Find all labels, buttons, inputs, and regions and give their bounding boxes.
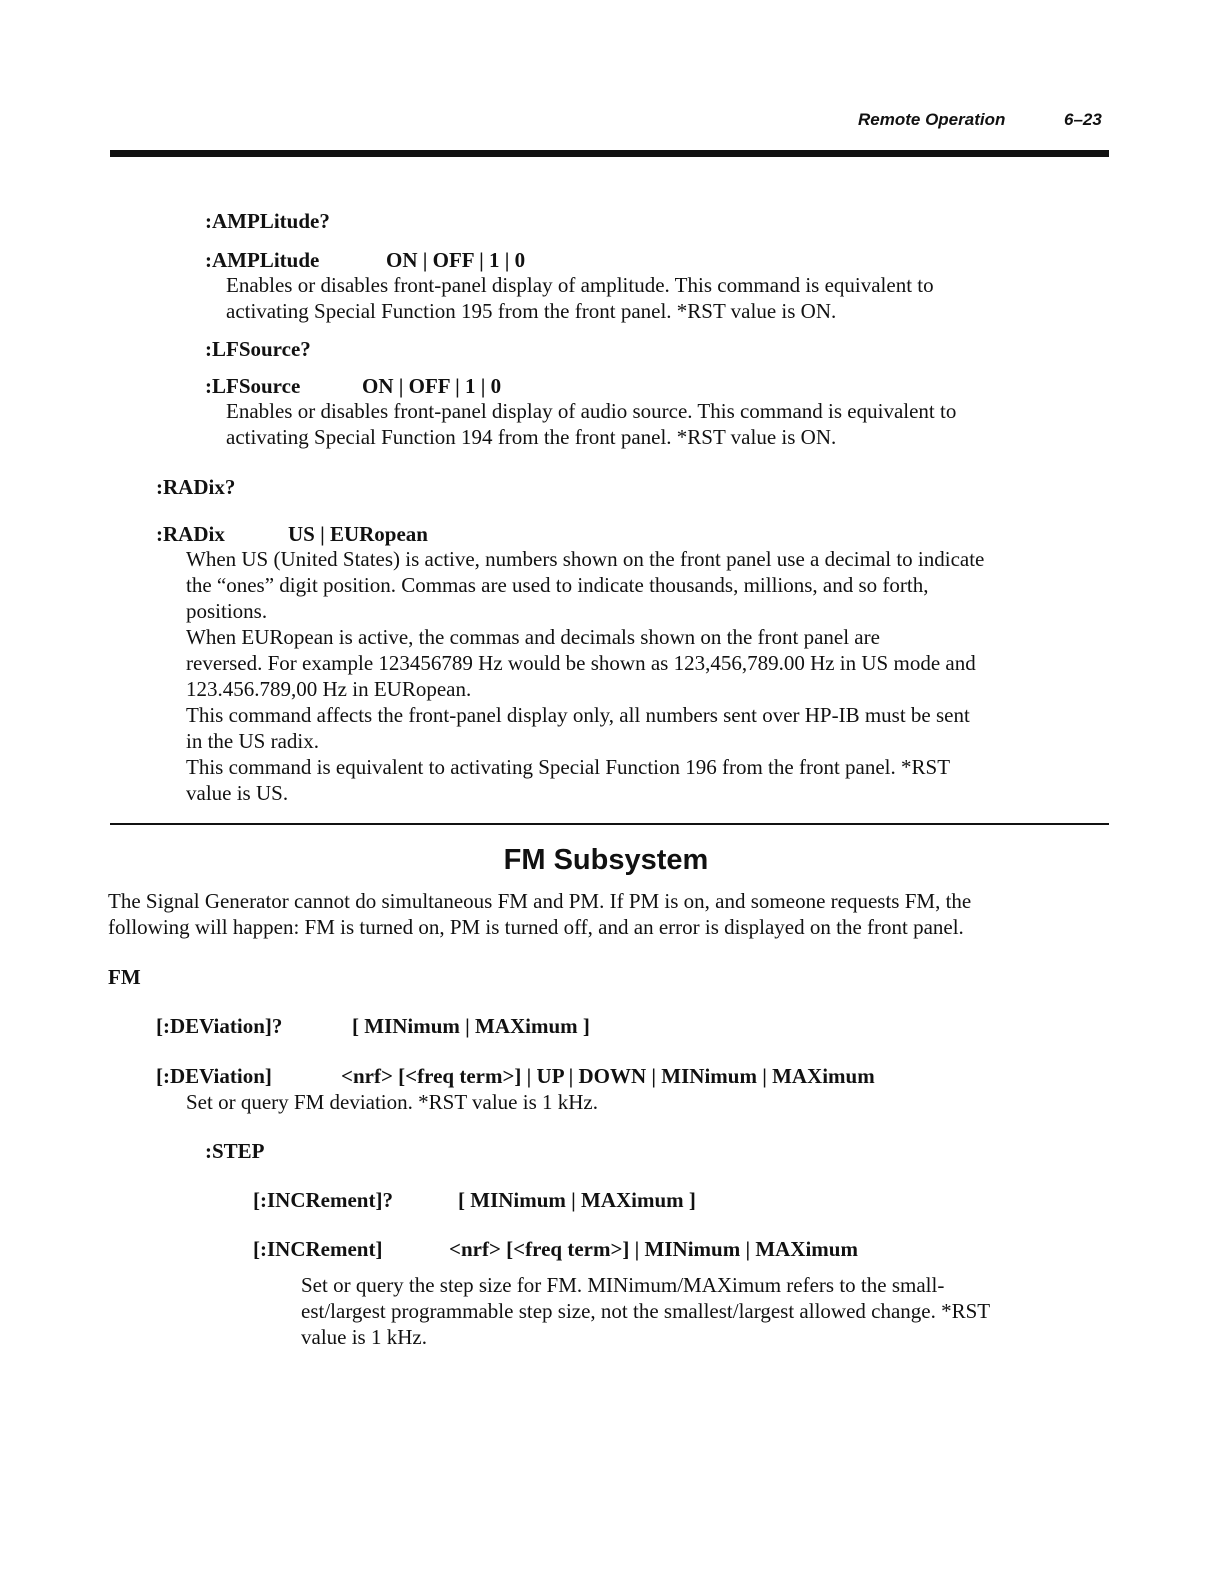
fm-intro-line: The Signal Generator cannot do simultaneous FM and PM. If PM is on, and someone requests FM, the: [108, 889, 972, 913]
header-rule: [110, 150, 1109, 157]
radix-paragraph-line: This command affects the front-panel display only, all numbers sent over HP-IB must be sent: [186, 703, 970, 727]
radix-description: [186, 546, 1108, 806]
lfsource-description-line: Enables or disables front-panel display of audio source. This command is equivalent to: [226, 399, 957, 423]
radix-paragraph-line: reversed. For example 123456789 Hz would be shown as 123,456,789.00 Hz in US mode and: [186, 651, 976, 675]
running-header-section: Remote Operation: [858, 110, 1006, 129]
fm-intro-line: following will happen: FM is turned on, PM is turned off, and an error is displayed on the front panel.: [108, 915, 964, 939]
deviation-query-command: [:DEViation]?: [156, 1014, 283, 1038]
radix-query-command: :RADix?: [156, 475, 236, 499]
radix-paragraph-line: positions.: [186, 599, 268, 623]
deviation-query-parameters: [ MINimum | MAXimum ]: [352, 1014, 590, 1038]
fm-intro-paragraph: [108, 888, 1109, 940]
fm-root-command: FM: [108, 965, 141, 989]
amplitude-description-line: Enables or disables front-panel display of amplitude. This command is equivalent to: [226, 273, 934, 297]
radix-command: :RADix: [156, 522, 225, 546]
amplitude-description-line: activating Special Function 195 from the front panel. *RST value is ON.: [226, 299, 837, 323]
lfsource-description: [226, 398, 1108, 450]
increment-command: [:INCRement]: [253, 1237, 383, 1261]
radix-paragraph-line: the “ones” digit position. Commas are used to indicate thousands, millions, and so forth,: [186, 573, 929, 597]
deviation-description: Set or query FM deviation. *RST value is 1 kHz.: [186, 1090, 598, 1114]
lfsource-parameters: ON | OFF | 1 | 0: [362, 374, 502, 398]
radix-paragraph-line: in the US radix.: [186, 729, 319, 753]
lfsource-command: :LFSource: [205, 374, 301, 398]
page-number: 6–23: [1064, 110, 1102, 129]
deviation-parameters: <nrf> [<freq term>] | UP | DOWN | MINimum | MAXimum: [341, 1064, 875, 1088]
radix-paragraph-line: This command is equivalent to activating Special Function 196 from the front panel. *RST: [186, 755, 951, 779]
lfsource-query-command: :LFSource?: [205, 337, 311, 361]
section-title: FM Subsystem: [503, 844, 709, 876]
increment-description-line: Set or query the step size for FM. MINimum/MAXimum refers to the small-: [301, 1273, 945, 1297]
deviation-command: [:DEViation]: [156, 1064, 272, 1088]
lfsource-description-line: activating Special Function 194 from the front panel. *RST value is ON.: [226, 425, 837, 449]
section-divider: [110, 823, 1109, 825]
increment-description-line: est/largest programmable step size, not the smallest/largest allowed change. *RST: [301, 1299, 991, 1323]
amplitude-parameters: ON | OFF | 1 | 0: [386, 248, 526, 272]
amplitude-query-command: :AMPLitude?: [205, 209, 330, 233]
increment-parameters: <nrf> [<freq term>] | MINimum | MAXimum: [449, 1237, 858, 1261]
amplitude-command: :AMPLitude: [205, 248, 320, 272]
step-command: :STEP: [205, 1139, 265, 1163]
radix-paragraph-line: value is US.: [186, 781, 289, 805]
radix-paragraph-line: When EURopean is active, the commas and decimals shown on the front panel are: [186, 625, 880, 649]
amplitude-description: [226, 272, 1108, 324]
increment-description-line: value is 1 kHz.: [301, 1325, 427, 1349]
increment-query-command: [:INCRement]?: [253, 1188, 393, 1212]
radix-parameters: US | EURopean: [288, 522, 428, 546]
radix-paragraph-line: When US (United States) is active, numbers shown on the front panel use a decimal to indicate: [186, 547, 985, 571]
increment-description: [301, 1272, 1108, 1350]
increment-query-parameters: [ MINimum | MAXimum ]: [458, 1188, 696, 1212]
radix-paragraph-line: 123.456.789,00 Hz in EURopean.: [186, 677, 472, 701]
